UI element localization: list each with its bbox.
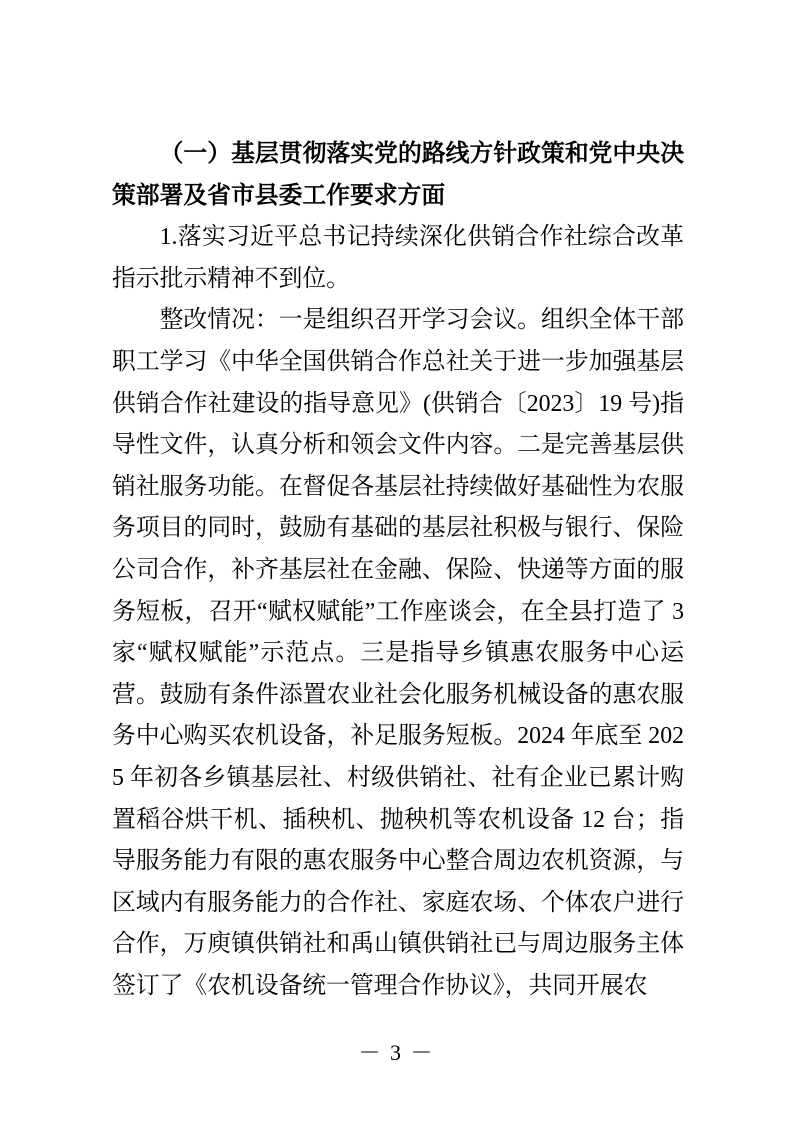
rectification-paragraph: 整改情况：一是组织召开学习会议。组织全体干部职工学习《中华全国供销合作总社关于进一步加强基层供销合作社建设的指导意见》(供销合〔2023〕19 号)指导性文件，认真分析和领会文件内容。二是完善基层供销社服务功能。在督促各基层社持续做好基础性为农服务项目的同时，鼓励有基础的基层社积极与银行、保险公司合作，补齐基层社在金融、保险、快递等方面的服务短板，召开“赋权赋能”工作座谈会，在全县打造了 3 家“赋权赋能”示范点。三是指导乡镇惠农服务中心运营。鼓励有条件添置农业社会化服务机械设备的惠农服务中心购买农机设备，补足服务短板。2024 年底至 2025 年初各乡镇基层社、村级供销社、社有企业已累计购置稻谷烘干机、插秧机、抛秧机等农机设备 12 台；指导服务能力有限的惠农服务中心整合周边农机资源，与区域内有服务能力的合作社、家庭农场、个体农户进行合作，万庾镇供销社和禹山镇供销社已与周边服务主体签订了《农机设备统一管理合作协议》，共同开展农 xyxy=(112,307,684,999)
document-body xyxy=(112,134,684,1007)
section-heading: （一）基层贯彻落实党的路线方针政策和党中央决策部署及省市县委工作要求方面 xyxy=(112,141,684,209)
page-number: － 3 － xyxy=(358,1040,435,1065)
issue-item-paragraph: 1.落实习近平总书记持续深化供销合作社综合改革指示批示精神不到位。 xyxy=(112,224,684,292)
